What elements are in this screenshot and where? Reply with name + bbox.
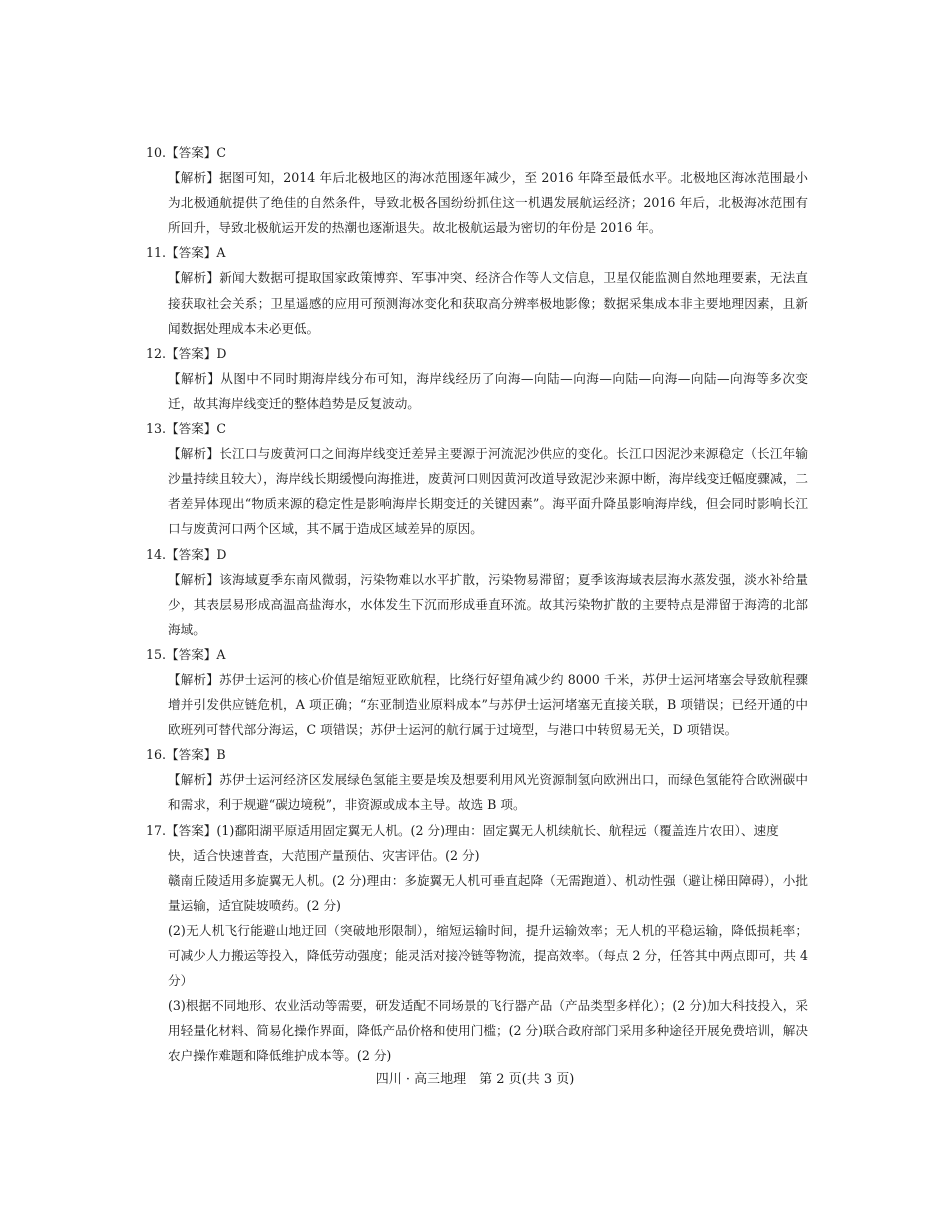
explanation-text: 【解析】从图中不同时期海岸线分布可知，海岸线经历了向海—向陆—向海—向陆—向海—向陆—向海等多次变迁，故其海岸线变迁的整体趋势是反复波动。	[168, 370, 809, 411]
answer-item-10	[146, 140, 808, 240]
explanation-text: 【解析】该海域夏季东南风微弱，污染物难以水平扩散，污染物易滞留；夏季该海域表层海水蒸发强，淡水补给量少，其表层易形成高温高盐海水，水体发生下沉而形成垂直环流。故其污染物扩散的主要特点是滞留于海湾的北部海域。	[168, 571, 808, 637]
answer-head: 15.【答案】A	[146, 646, 226, 662]
answer-head: 17.【答案】(1)鄱阳湖平原适用固定翼无人机。(2 分)理由：固定翼无人机续航长、航程远（覆盖连片农田）、速度	[146, 822, 779, 838]
answer-head: 13.【答案】C	[146, 421, 227, 437]
answer-head: 16.【答案】B	[146, 747, 226, 763]
answer-list	[146, 140, 808, 1068]
answer-text-part-3: (3)根据不同地形、农业活动等需要，研发适配不同场景的飞行器产品（产品类型多样化）；(2 分)加大科技投入，采用轻量化材料、简易化操作界面，降低产品价格和使用门槛；(2 分)联合政府部门采用多种途径开展免费培训，解决农户操作难题和降低维护成本等。(2 分)	[168, 998, 808, 1064]
explanation-text: 【解析】据图可知，2014 年后北极地区的海冰范围逐年减少，至 2016 年降至最低水平。北极地区海冰范围最小为北极通航提供了绝佳的自然条件，导致北极各国纷纷抓住这一机遇发展航运经济；2016 年后，北极海冰范围有所回升，导致北极航运开发的热潮也逐渐退失。故北极航运最为密切的年份是 2016 年。	[168, 170, 808, 236]
answer-head: 11.【答案】A	[146, 245, 226, 261]
page-footer: 四川 · 高三地理 第 2 页(共 3 页)	[375, 1072, 575, 1087]
answer-head: 14.【答案】D	[146, 546, 227, 562]
answer-item-17	[146, 818, 808, 1069]
answer-head: 10.【答案】C	[146, 145, 227, 160]
answer-text-part-2: (2)无人机飞行能避山地迂回（突破地形限制），缩短运输时间，提升运输效率；无人机的平稳运输，降低损耗率；可减少人力搬运等投入，降低劳动强度；能灵活对接冷链等物流，提高效率。（每点 2 分，任答其中两点即可，共 4 分）	[168, 922, 808, 989]
explanation-text: 【解析】新闻大数据可提取国家政策博弈、军事冲突、经济合作等人文信息，卫星仅能监测自然地理要素，无法直接获取社会关系；卫星遥感的应用可预测海冰变化和获取高分辨率极地影像；数据采集成本非主要地理因素，且新闻数据处理成本未必更低。	[168, 270, 808, 336]
answer-item-12	[146, 341, 808, 416]
answer-item-13	[146, 416, 808, 541]
answer-text-part-1-cont: 快，适合快速普查，大范围产量预估、灾害评估。(2 分)	[168, 847, 480, 863]
answer-text-part-1b: 赣南丘陵适用多旋翼无人机。(2 分)理由：多旋翼无人机可垂直起降（无需跑道）、机动性强（避让梯田障碍），小批量运输，适宜陡坡喷药。(2 分)	[168, 872, 808, 913]
explanation-text: 【解析】长江口与废黄河口之间海岸线变迁差异主要源于河流泥沙供应的变化。长江口因泥沙来源稳定（长江年输沙量持续且较大），海岸线长期缓慢向海推进，废黄河口则因黄河改道导致泥沙来源中断，海岸线变迁幅度骤减，二者差异体现出“物质来源的稳定性是影响海岸长期变迁的关键因素”。海平面升降虽影响海岸线，但会同时影响长江口与废黄河口两个区域，其不属于造成区域差异的原因。	[168, 446, 808, 537]
answer-head: 12.【答案】D	[146, 345, 227, 361]
answer-item-11	[146, 240, 808, 340]
answer-item-16	[146, 742, 808, 817]
answer-item-15	[146, 642, 808, 742]
answer-item-14	[146, 542, 808, 642]
explanation-text: 【解析】苏伊士运河的核心价值是缩短亚欧航程，比绕行好望角减少约 8000 千米，苏伊士运河堵塞会导致航程骤增并引发供应链危机，A 项正确；“东亚制造业原料成本”与苏伊士运河堵塞无直接关联，B 项错误；已经开通的中欧班列可替代部分海运，C 项错误；苏伊士运河的航行属于过境型，与港口中转贸易无关，D 项错误。	[168, 671, 808, 738]
explanation-text: 【解析】苏伊士运河经济区发展绿色氢能主要是埃及想要利用风光资源制氢向欧洲出口，而绿色氢能符合欧洲碳中和需求，利于规避“碳边境税”，非资源或成本主导。故选 B 项。	[168, 772, 808, 813]
